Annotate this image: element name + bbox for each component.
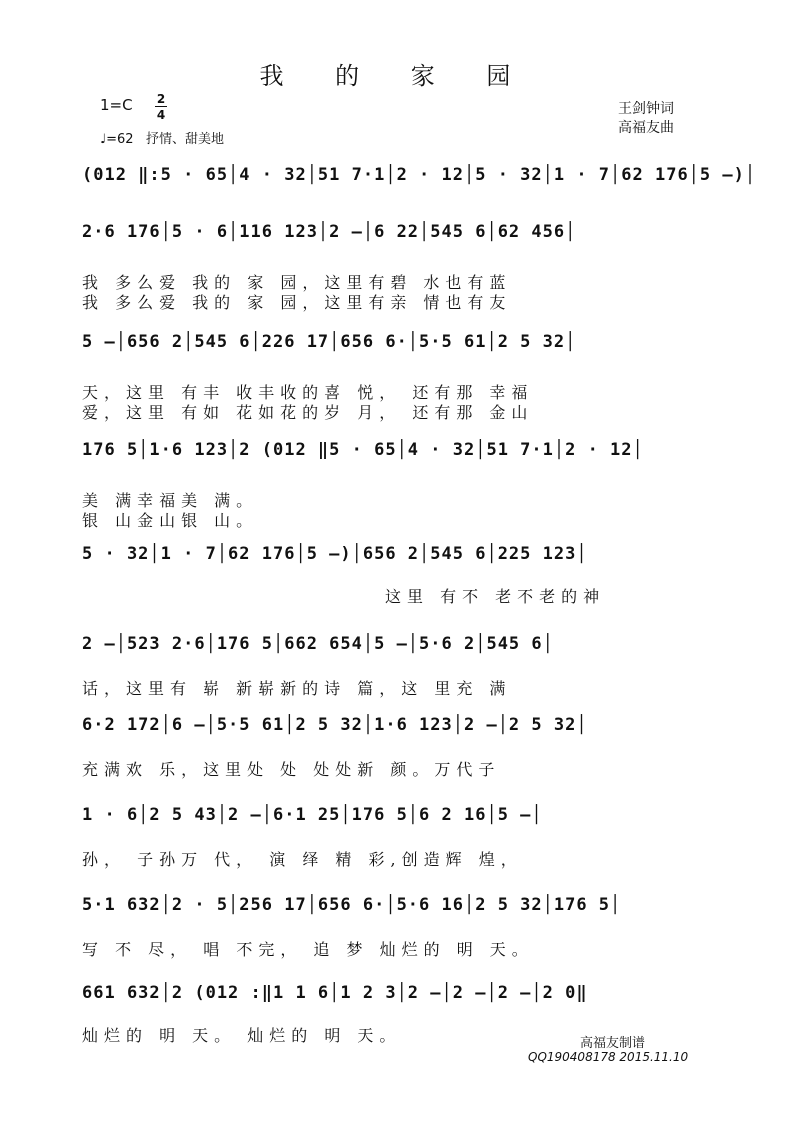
lyric-line: 孙， 子孙万 代， 演 绎 精 彩,创造辉 煌， [82,850,523,869]
tempo-marking: ♩=62 抒情、甜美地 [100,132,224,147]
lyric-line: 话，这里有 崭 新崭新的诗 篇，这 里充 满 [82,679,512,698]
time-signature-numerator: 2 [156,92,166,106]
lyric-line: 美 满幸福美 满。 [82,491,259,510]
lyric-line: 灿烂的 明 天。 灿烂的 明 天。 [82,1026,402,1045]
notation-line: 2 –│523 2·6│176 5│662 654│5 –│5·6 2│545 6│ [82,634,554,654]
notation-line: 176 5│1·6 123│2 (012 ‖5 · 65│4 · 32│51 7·1│2 · 12│ [82,440,644,460]
notation-line: 5 · 32│1 · 7│62 176│5 –)│656 2│545 6│225 123│ [82,544,588,564]
composer: 高福友曲 [618,120,674,136]
notation-line: 5·1 632│2 · 5│256 17│656 6·│5·6 16│2 5 32│176 5│ [82,895,622,915]
credits [618,100,698,138]
notation-line: 6·2 172│6 –│5·5 61│2 5 32│1·6 123│2 –│2 5 32│ [82,715,588,735]
lyric-line: 我 多么爱 我的 家 园，这里有碧 水也有蓝 [82,273,512,292]
lyric-line: 爱，这里 有如 花如花的岁 月， 还有那 金山 [82,403,534,422]
lyric-line: 银 山金山银 山。 [82,511,259,530]
notation-line: 5 –│656 2│545 6│226 17│656 6·│5·5 61│2 5 32│ [82,332,577,352]
key-signature: 1=C [100,96,133,114]
song-title: 我 的 家 园 [259,62,533,90]
qq-date: QQ190408178 2015.11.10 [528,1050,689,1064]
lyric-line: 我 多么爱 我的 家 园，这里有亲 情也有友 [82,293,512,312]
notation-line: 2·6 176│5 · 6│116 123│2 –│6 22│545 6│62 456│ [82,222,577,242]
lyric-line: 写 不 尽， 唱 不完， 追 梦 灿烂的 明 天。 [82,940,534,959]
time-signature-denominator: 4 [156,108,166,122]
notation-line: 661 632│2 (012 :‖1 1 6│1 2 3│2 –│2 –│2 –│2 0‖ [82,983,588,1003]
score-maker: 高福友制谱 [580,1036,646,1051]
notation-line: 1 · 6│2 5 43│2 –│6·1 25│176 5│6 2 16│5 –│ [82,805,543,825]
time-signature-bar [155,106,167,107]
lyric-line: 充满欢 乐，这里处 处 处处新 颜。万代子 [82,760,501,779]
notation-line: (012 ‖:5 · 65│4 · 32│51 7·1│2 · 12│5 · 32│1 · 7│62 176│5 –)│ [82,165,757,185]
lyric-line: 天，这里 有丰 收丰收的喜 悦， 还有那 幸福 [82,383,534,402]
lyric-line: 这里 有不 老不老的神 [385,587,606,606]
lyricist: 王剑钟词 [618,101,674,117]
